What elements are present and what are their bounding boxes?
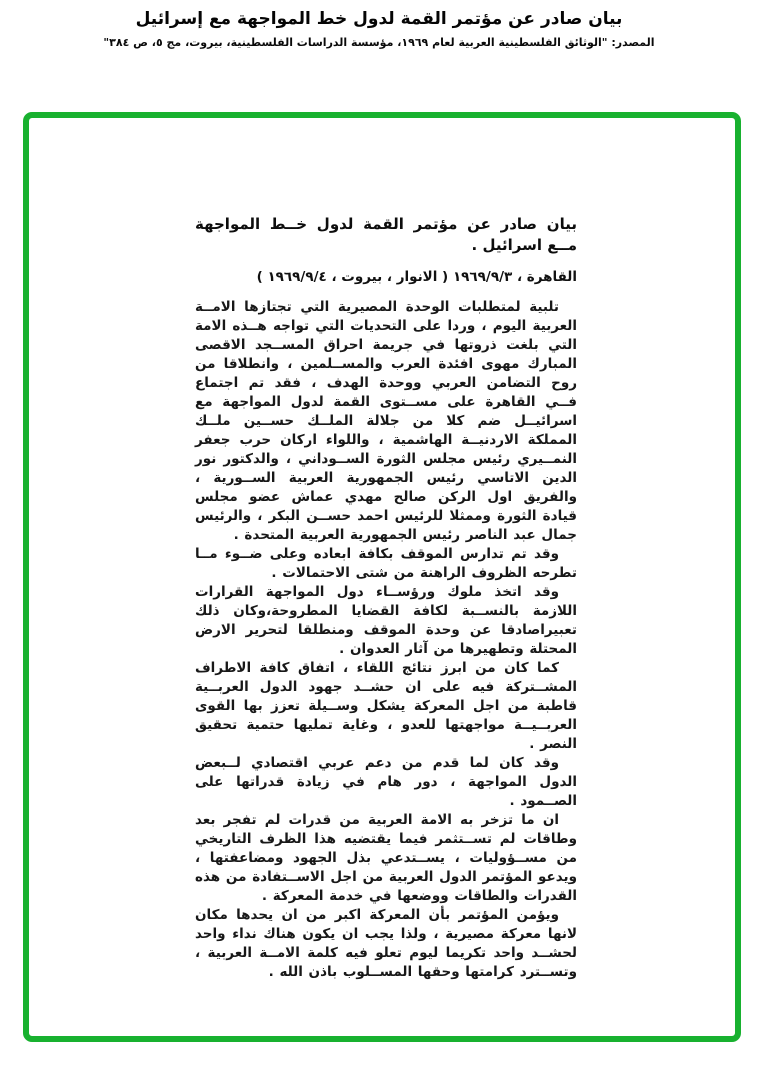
document-frame bbox=[23, 112, 741, 1042]
document-paragraph: ان ما تزخر به الامة العربية من قدرات لم تفجر بعد وطاقات لم تســتثمر فيما يقتضيه هذا الظرف التاريخي من مســؤوليات ، يســتدعي بذل الجهود ومضاعفتها ، ويدعو المؤتمر الدول العربية من اجل الاســتفادة من هذه القدرات والطاقات ووضعها في خدمة المعركة . bbox=[195, 812, 577, 904]
document-dateline: القاهرة ، ١٩٦٩/٩/٣ ( الانوار ، بيروت ، ١٩٦٩/٩/٤ ) bbox=[256, 269, 577, 285]
scanned-document-page bbox=[195, 118, 577, 982]
document-paragraph: وقد اتخذ ملوك ورؤســاء دول المواجهة القرارات اللازمة بالنســبة لكافة القضايا المطروحة،وكان ذلك تعبيراصادقا عن وحدة الموقف ومنطلقا لتحرير الارض المحتلة وتطهيرها من آثار العدوان . bbox=[195, 584, 577, 657]
page-source-citation: المصدر: "الوثائق الفلسطينية العربية لعام ١٩٦٩، مؤسسة الدراسات الفلسطينية، بيروت، مج ٥، ص ٣٨٤" bbox=[103, 36, 655, 49]
page-header bbox=[0, 0, 758, 49]
document-paragraph: كما كان من ابرز نتائج اللقاء ، اتفاق كافة الاطراف المشــتركة فيه على ان حشــد جهود الدول العربــية قاطبة من اجل المعركة يشكل وســيلة تعزز بها القوى العربــيــة مواجهتها للعدو ، وغاية تمليها حتمية تحقيق النصر . bbox=[195, 660, 577, 752]
page-title: بيان صادر عن مؤتمر القمة لدول خط المواجهة مع إسرائيل bbox=[135, 9, 623, 29]
document-paragraph: تلبية لمتطلبات الوحدة المصيرية التي تجتازها الامــة العربية اليوم ، وردا على التحديات التي تواجه هــذه الامة التي بلغت ذروتها في جريمة احراق المســجد الاقصى المبارك مهوى افئدة العرب والمســلمين ، وانطلاقا من روح التضامن العربي ووحدة الهدف ، فقد تم اجتماع فــي القاهرة على مســتوى القمة لدول المواجهة مع اسرائيــل ضم كلا من جلالة الملــك حســين ملــك المملكة الاردنيــة الهاشمية ، واللواء اركان حرب جعفر النمــيري رئيس مجلس الثورة الســوداني ، والدكتور نور الدين الاتاسي رئيس الجمهورية العربية الســورية ، والفريق اول الركن صالح مهدي عماش عضو مجلس قيادة الثورة وممثلا للرئيس احمد حســن البكر ، والرئيس جمال عبد الناصر رئيس الجمهورية العربية المتحدة . bbox=[195, 299, 577, 543]
document-title: بيان صادر عن مؤتمر القمة لدول خــط المواجهة مــع اسرائيل . bbox=[195, 215, 577, 254]
document-paragraph: وقد تم تدارس الموقف بكافة ابعاده وعلى ضــوء مــا تطرحه الظروف الراهنة من شتى الاحتمالات . bbox=[195, 546, 577, 581]
document-paragraph: وقد كان لما قدم من دعم عربي اقتصادي لــبعض الدول المواجهة ، دور هام في زيادة قدراتها على الصــمود . bbox=[195, 755, 577, 809]
document-paragraph: ويؤمن المؤتمر بأن المعركة اكبر من ان يحدها مكان لانها معركة مصيرية ، ولذا يجب ان يكون هناك نداء واحد لحشــد واحد تكريما ليوم تعلو فيه كلمة الامــة العربية ، وتســترد كرامتها وحقها المســلوب باذن الله . bbox=[195, 907, 577, 980]
